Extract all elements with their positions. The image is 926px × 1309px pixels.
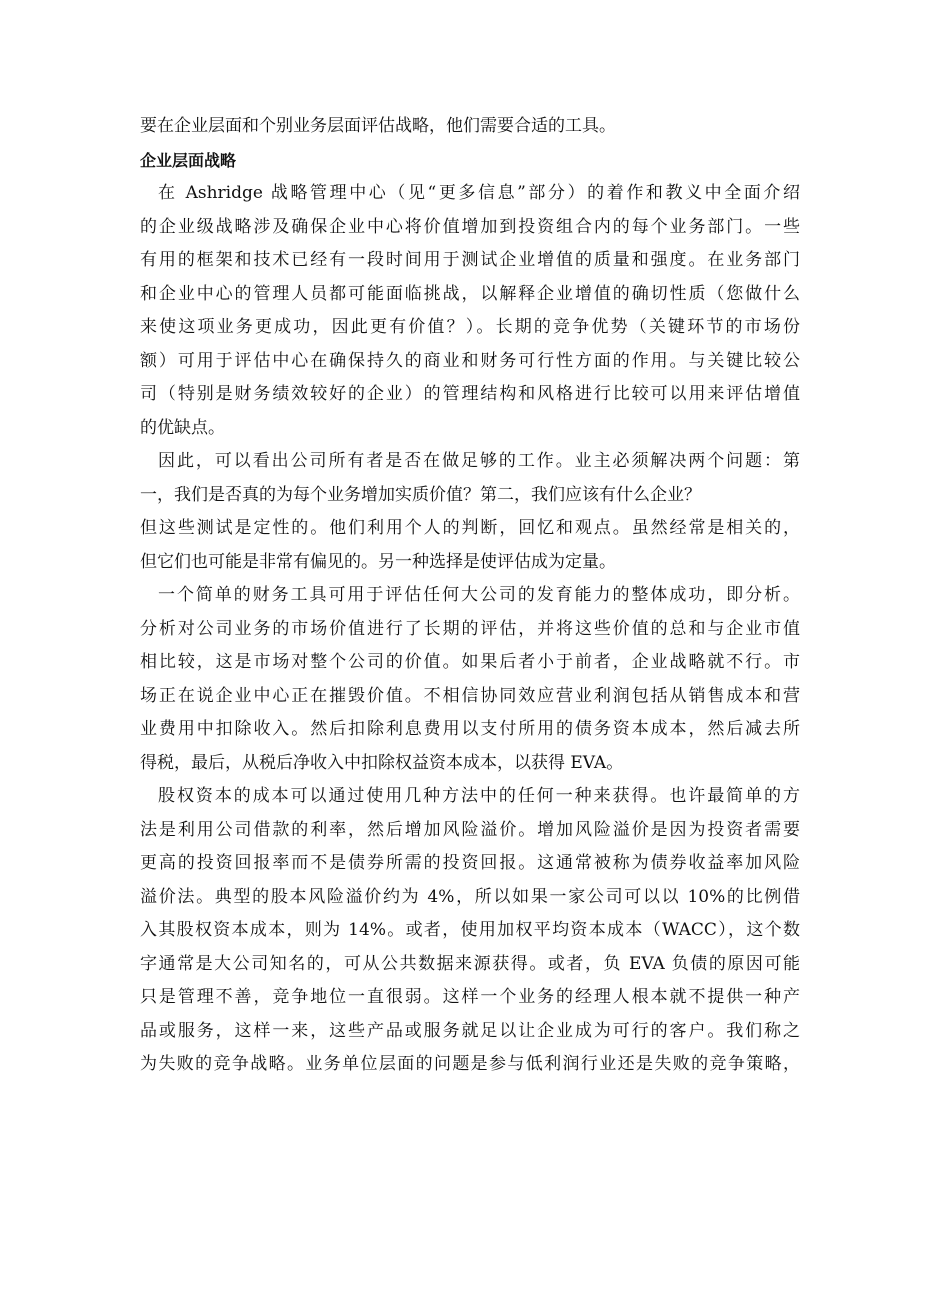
body-line: 业费用中扣除收入。然后扣除利息费用以支付所用的债务资本成本，然后减去所 [140,719,800,739]
body-line: 分析对公司业务的市场价值进行了长期的评估，并将这些价值的总和与企业市值 [140,618,800,639]
body-line: 溢价法。典型的股本风险溢价约为 4%，所以如果一家公司可以以 10%的比例借 [140,886,800,907]
paragraph-start-line: 在 Ashridge 战略管理中心（见“更多信息”部分）的着作和教义中全面介绍 [158,183,800,203]
body-line: 更高的投资回报率而不是债券所需的投资回报。这通常被称为债券收益率加风险 [140,853,800,873]
body-line: 的企业级战略涉及确保企业中心将价值增加到投资组合内的每个业务部门。一些 [140,216,800,237]
body-line: 法是利用公司借款的利率，然后增加风险溢价。增加风险溢价是因为投资者需要 [140,819,800,840]
body-line: 有用的框架和技术已经有一段时间用于测试企业增值的质量和强度。在业务部门 [140,250,800,270]
paragraph-start-line: 一个简单的财务工具可用于评估任何大公司的发育能力的整体成功，即分析。 [158,585,800,605]
body-line: 但这些测试是定性的。他们利用个人的判断，回忆和观点。虽然经常是相关的， [140,518,800,538]
document-page [140,110,800,1082]
body-line: 字通常是大公司知名的，可从公共数据来源获得。或者，负 EVA 负债的原因可能 [140,953,800,974]
body-line: 和企业中心的管理人员都可能面临挑战，以解释企业增值的确切性质（您做什么 [140,283,800,304]
body-line: 来使这项业务更成功，因此更有价值？）。长期的竞争优势（关键环节的市场份 [140,317,800,337]
body-line: 的优缺点。 [140,417,225,438]
body-line: 只是管理不善，竞争地位一直很弱。这样一个业务的经理人根本就不提供一种产 [140,987,800,1007]
body-line: 相比较，这是市场对整个公司的价值。如果后者小于前者，企业战略就不行。市 [140,652,800,672]
section-heading: 企业层面战略 [140,150,237,170]
body-line: 入其股权资本成本，则为 14%。或者，使用加权平均资本成本（WACC），这个数 [140,920,800,940]
body-line: 一，我们是否真的为每个业务增加实质价值？第二，我们应该有什么企业？ [140,484,701,505]
body-line: 场正在说企业中心正在摧毁价值。不相信协同效应营业利润包括从销售成本和营 [140,685,800,706]
body-line: 得税，最后，从税后净收入中扣除权益资本成本，以获得 EVA。 [140,752,624,773]
paragraph-start-line: 因此，可以看出公司所有者是否在做足够的工作。业主必须解决两个问题：第 [158,451,800,471]
body-line: 为失败的竞争战略。业务单位层面的问题是参与低利润行业还是失败的竞争策略， [140,1054,800,1074]
body-line: 要在企业层面和个别业务层面评估战略，他们需要合适的工具。 [140,116,616,136]
body-line: 品或服务，这样一来，这些产品或服务就足以让企业成为可行的客户。我们称之 [140,1020,800,1041]
paragraph-start-line: 股权资本的成本可以通过使用几种方法中的任何一种来获得。也许最简单的方 [158,786,800,806]
body-line: 但它们也可能是非常有偏见的。另一种选择是使评估成为定量。 [140,551,616,572]
body-line: 额）可用于评估中心在确保持久的商业和财务可行性方面的作用。与关键比较公 [140,350,800,371]
body-line: 司（特别是财务绩效较好的企业）的管理结构和风格进行比较可以用来评估增值 [140,384,800,404]
